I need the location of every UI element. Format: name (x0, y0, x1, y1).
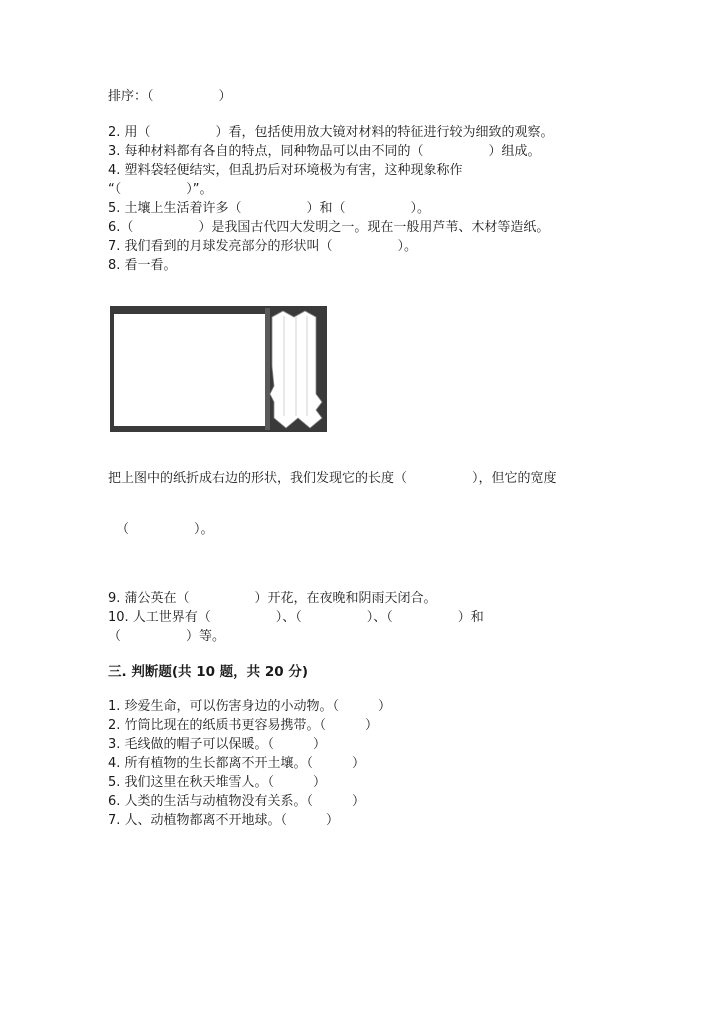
judge-section-title: 三. 判断题(共 10 题，共 20 分) (108, 664, 309, 680)
question-4-cont: “（ ）”。 (108, 182, 213, 197)
question-8: 8. 看一看。 (108, 258, 177, 273)
judge-item: 1. 珍爱生命，可以伤害身边的小动物。（ ） (108, 699, 392, 714)
judge-item: 7. 人、动植物都离不开地球。（ ） (108, 813, 340, 828)
judge-item: 6. 人类的生活与动植物没有关系。（ ） (108, 794, 366, 809)
folded-paper-figure (110, 306, 327, 432)
judge-item: 3. 毛线做的帽子可以保暖。（ ） (108, 737, 327, 752)
question-9: 9. 蒲公英在（ ）开花，在夜晚和阴雨天闭合。 (108, 591, 437, 606)
question-8-text: 把上图中的纸折成右边的形状，我们发现它的长度（ ），但它的宽度 (108, 471, 557, 486)
judge-item: 5. 我们这里在秋天堆雪人。（ ） (108, 775, 327, 790)
flat-paper (114, 314, 265, 426)
question-5: 5. 土壤上生活着许多（ ）和（ ）。 (108, 201, 431, 216)
judge-item: 4. 所有植物的生长都离不开土壤。（ ） (108, 756, 366, 771)
sort-line: 排序：（ ） (108, 89, 232, 104)
question-10-cont: （ ）等。 (108, 629, 226, 644)
question-10: 10. 人工世界有（ ）、（ ）、（ ）和 (108, 610, 484, 625)
question-4: 4. 塑料袋轻便结实，但乱扔后对环境极为有害，这种现象称作 (108, 163, 463, 178)
question-2: 2. 用（ ）看，包括使用放大镜对材料的特征进行较为细致的观察。 (108, 125, 554, 140)
question-7: 7. 我们看到的月球发亮部分的形状叫（ ）。 (108, 239, 418, 254)
question-8-blank: （ ）。 (116, 522, 214, 537)
judge-item: 2. 竹筒比现在的纸质书更容易携带。（ ） (108, 718, 379, 733)
question-3: 3. 每种材料都有各自的特点，同种物品可以由不同的（ ）组成。 (108, 144, 541, 159)
figure-divider (265, 308, 270, 430)
question-6: 6.（ ）是我国古代四大发明之一。现在一般用芦苇、木材等造纸。 (108, 220, 550, 235)
